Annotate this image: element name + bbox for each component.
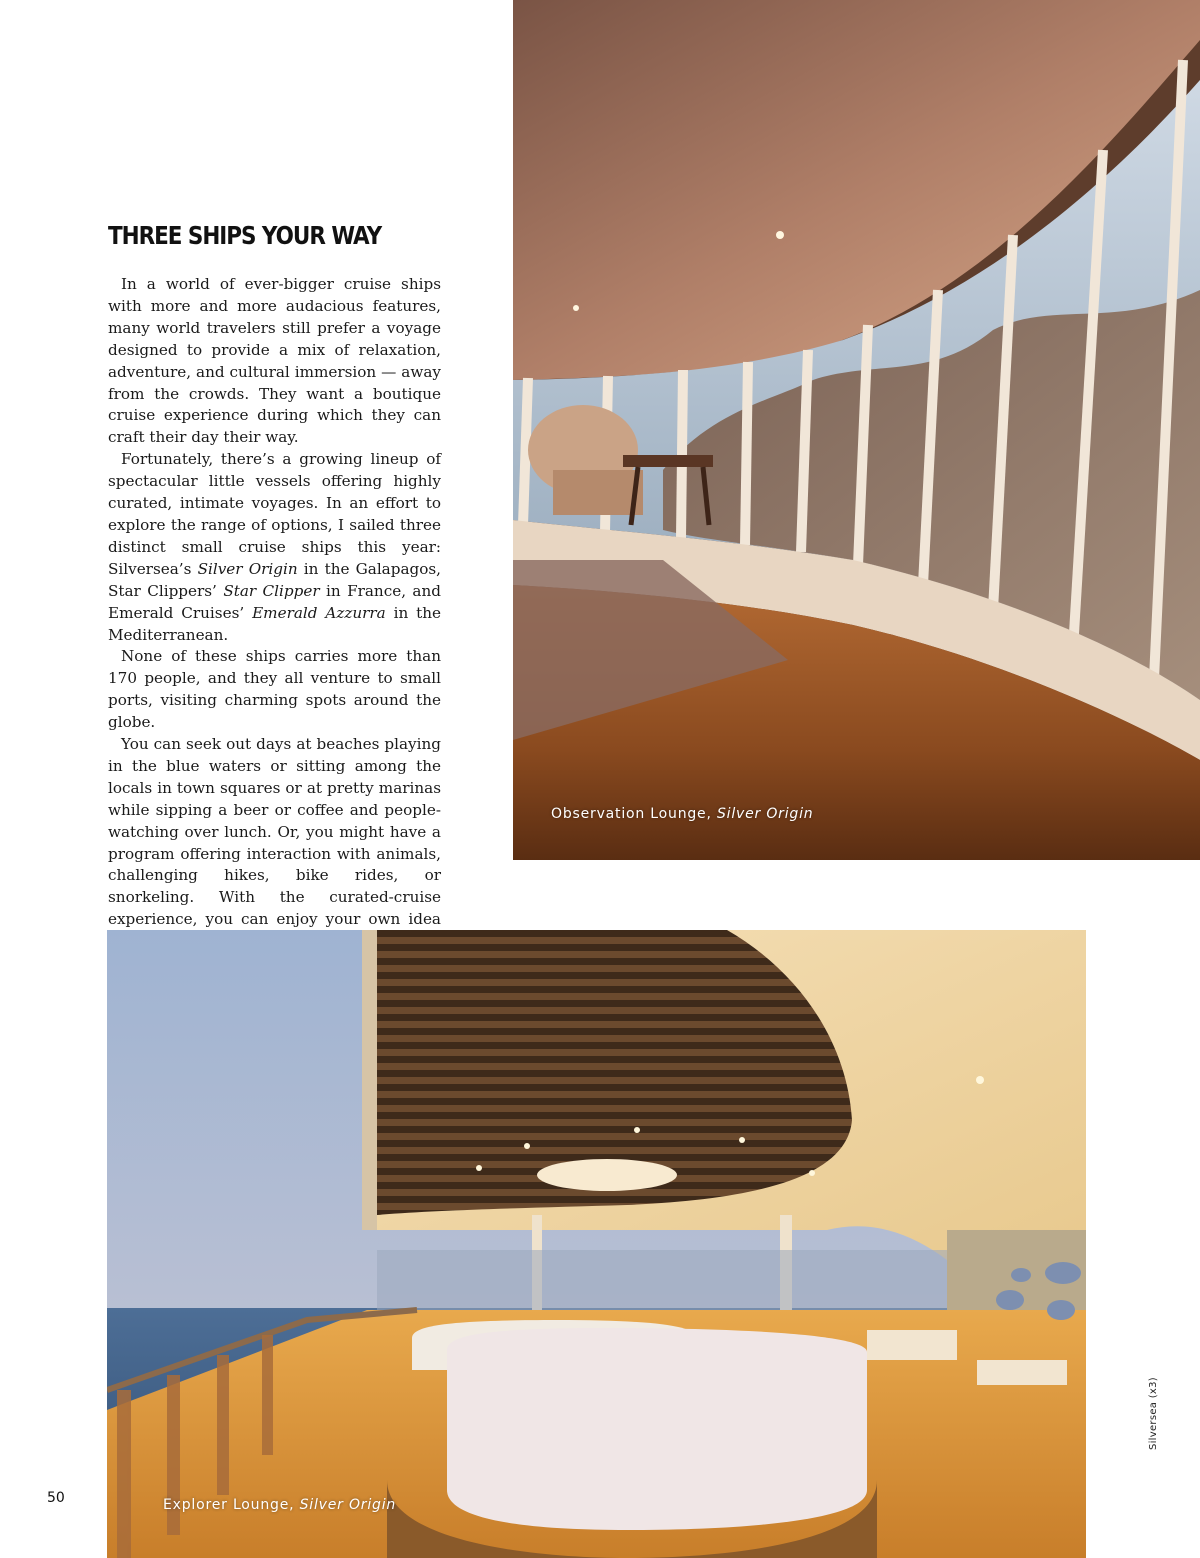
photo-credit: Silversea (x3) bbox=[1148, 1377, 1159, 1451]
paragraph-2-text-a: Fortunately, there’s a growing lineup of spectacular little vessels offering highly curated, intimate voyages. In an effort to explore the range of options, I sailed three distinct small cruise ships this year: Silversea’s bbox=[108, 450, 441, 578]
article-body bbox=[108, 274, 441, 953]
article-heading: THREE SHIPS YOUR WAY bbox=[108, 220, 382, 250]
observation-lounge-caption bbox=[551, 806, 813, 822]
explorer-lounge-photo bbox=[107, 930, 1086, 1558]
ship-name-star-clipper: Star Clipper bbox=[223, 581, 320, 600]
paragraph-2-text-b: in the Galapagos, Star Clippers’ bbox=[108, 559, 441, 600]
caption-place: Observation Lounge, bbox=[551, 806, 717, 822]
ship-name-emerald-azzurra: Emerald Azzurra bbox=[252, 603, 386, 622]
paragraph-2 bbox=[108, 449, 441, 646]
observation-lounge-photo bbox=[513, 0, 1200, 860]
caption-ship: Silver Origin bbox=[299, 1497, 397, 1513]
page-number: 50 bbox=[47, 1490, 65, 1506]
caption-ship: Silver Origin bbox=[716, 806, 814, 822]
paragraph-4: You can seek out days at beaches playing in the blue waters or sitting among the locals in town squares or at pretty marinas while sipping a beer or coffee and people-watching over lunch. Or, you might have a program offering interaction with animals, challenging hikes, bike rides, or snorkeling. With the curated-cruise experience, you can enjoy your own idea bbox=[108, 735, 441, 929]
caption-place: Explorer Lounge, bbox=[163, 1497, 300, 1513]
ship-name-silver-origin: Silver Origin bbox=[197, 559, 298, 578]
explorer-lounge-caption bbox=[163, 1497, 396, 1513]
paragraph-2-text-d: in the Mediterranean. bbox=[108, 603, 441, 644]
paragraph-1: In a world of ever-bigger cruise ships with more and more audacious features, many world travelers still prefer a voyage designed to provide a mix of relaxation, adventure, and cultural immersion — away from the crowds. They want a boutique cruise experience during which they can craft their day their way. bbox=[108, 275, 441, 447]
paragraph-3: None of these ships carries more than 170 people, and they all venture to small ports, visiting charming spots around the globe. bbox=[108, 647, 441, 732]
paragraph-2-text-c: in France, and Emerald Cruises’ bbox=[108, 581, 441, 622]
